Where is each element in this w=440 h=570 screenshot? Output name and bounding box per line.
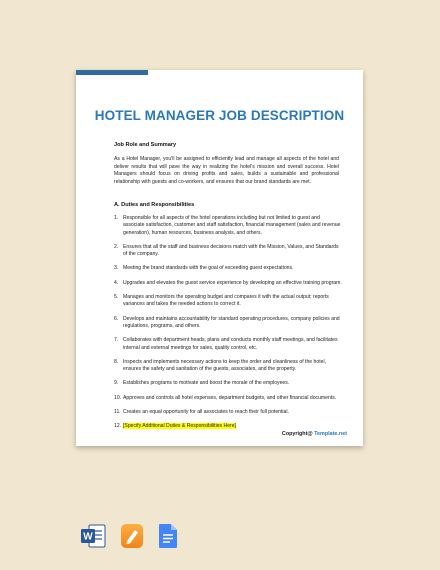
duty-number: 7. [114,337,119,344]
duty-number: 12. [114,423,122,430]
placeholder-highlight[interactable]: [Specify Additional Duties & Responsibilities Here] [123,423,236,430]
duty-text: Establishes programs to motivate and boost the morale of the employees. [123,380,290,387]
duty-number: 6. [114,315,119,322]
brand-link[interactable]: Template.net [314,431,347,437]
duty-item [114,215,342,237]
duty-number: 3. [114,265,119,272]
google-docs-icon[interactable] [158,523,178,549]
duty-text: Manages and monitors the operating budget and compares it with the actual output; reports variances and takes the needed actions to correct it. [123,294,329,308]
duty-number: 10. [114,394,122,401]
accent-bar [76,70,148,75]
duty-number: 9. [114,380,119,387]
duty-item [114,380,342,387]
duty-item [114,316,342,331]
duty-text: Develops and maintains accountability for standard operating procedures, company policies and regulations, programs, and others. [123,315,340,329]
duties-heading: A. Duties and Responsibilities [114,202,195,208]
duty-item [114,265,342,272]
duty-item [114,395,342,402]
document-title: HOTEL MANAGER JOB DESCRIPTION [94,108,345,123]
duty-text: Responsible for all aspects of the hotel operations including but not limited to guest and associate satisfaction, customer and staff satisfaction, financial management (sales and revenue generation), human resources, business analysis, and others. [123,215,341,236]
copyright-label: Copyright@ [281,431,315,437]
duty-text: Ensures that all the staff and business decisions match with the Mission, Values, and Standards of the company. [123,243,339,258]
duty-item [114,244,342,259]
duty-text: Inspects and implements necessary actions to keep the order and cleanliness of the hotel, ensures the safety and sanitation of the guests, associates, and the property. [123,358,327,373]
duty-text: Meeting the brand standards with the goal of exceeding guest expectations. [123,265,294,272]
duties-list [114,215,342,431]
word-icon[interactable] [80,523,106,549]
summary-paragraph: As a Hotel Manager, you'll be assigned to efficiently lead and manage all aspects of the hotel and deliver results that will pave the way in realizing the hotel's mission and overall success. Hotel Managers should focus on driving profits and sales, builds a sustainable and professional relationship with guests and co-workers, and ensures that our brand standards are met. [114,156,339,185]
duty-number: 8. [114,358,119,365]
duty-number: 1. [114,215,119,221]
copyright-footer [282,431,347,437]
duty-text: Approves and controls all hotel expenses, department budgets, and other financial documents. [123,394,337,401]
duty-item [114,280,342,287]
duty-text: Creates an equal opportunity for all associates to reach their full potential. [123,409,289,416]
duty-number: 11. [114,409,121,416]
duty-text: Collaborates with department heads, plans and conducts monthly staff meetings, and facilitates internal and external meetings for sales, quality control, etc. [123,337,338,351]
duty-item [114,423,342,430]
duty-number: 5. [114,294,119,301]
duty-item [114,359,342,374]
role-heading: Job Role and Summary [114,142,177,148]
duty-item [114,337,342,352]
duty-number: 4. [114,279,119,286]
document-page [76,70,363,446]
pages-icon[interactable] [120,523,144,549]
duty-number: 2. [114,243,119,250]
duty-item [114,294,342,309]
duty-item [114,409,342,416]
word-icon-letter: W [83,531,93,543]
duty-text: Upgrades and elevates the guest service experience by developing an effective training program. [123,279,342,286]
